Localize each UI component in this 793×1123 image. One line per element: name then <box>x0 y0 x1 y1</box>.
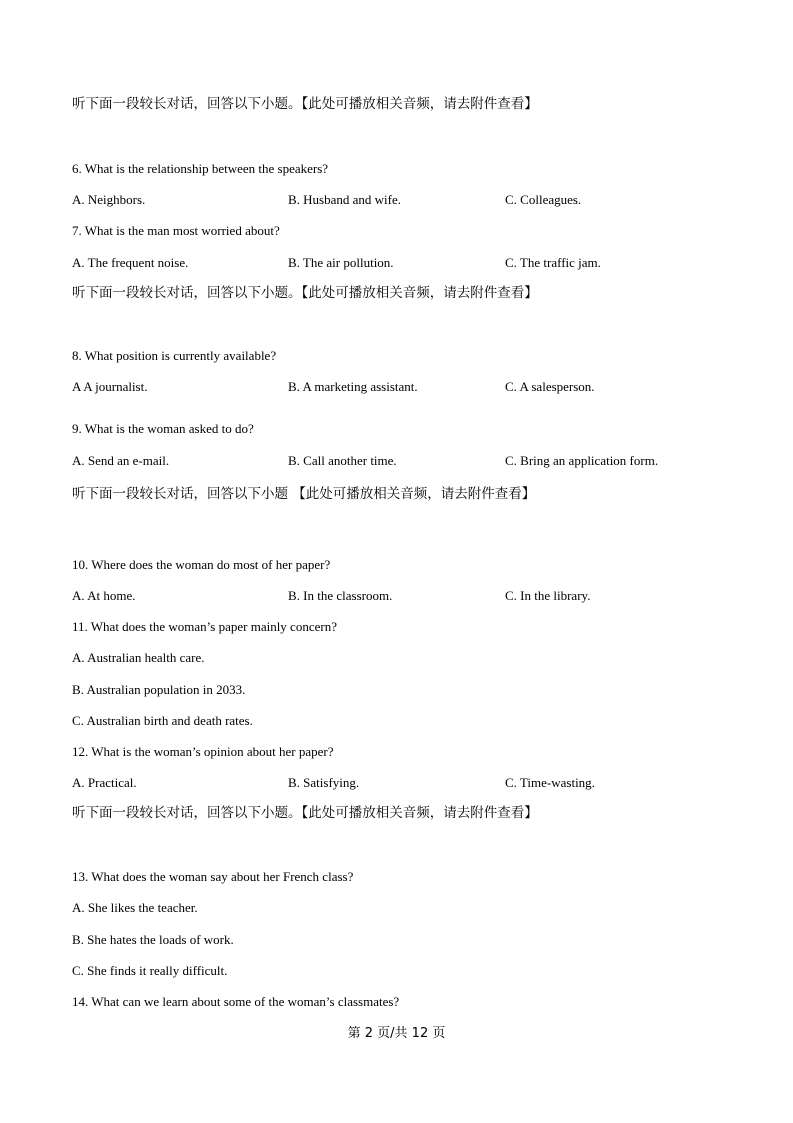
option-10b: B. In the classroom. <box>288 588 393 603</box>
question-6: 6. What is the relationship between the speakers? <box>72 161 329 176</box>
section-instruction-3: 听下面一段较长对话，回答以下小题 【此处可播放相关音频，请去附件查看】 <box>72 486 536 502</box>
question-10: 10. Where does the woman do most of her paper? <box>72 557 331 572</box>
option-9a: A. Send an e-mail. <box>72 453 170 468</box>
question-13: 13. What does the woman say about her French class? <box>72 869 354 884</box>
section-instruction-4: 听下面一段较长对话，回答以下小题。【此处可播放相关音频，请去附件查看】 <box>72 805 538 821</box>
option-6c: C. Colleagues. <box>505 192 582 207</box>
section-instruction-2: 听下面一段较长对话，回答以下小题。【此处可播放相关音频，请去附件查看】 <box>72 285 538 301</box>
option-6b: B. Husband and wife. <box>288 192 402 207</box>
question-9: 9. What is the woman asked to do? <box>72 421 254 436</box>
option-12a: A. Practical. <box>72 775 137 790</box>
option-6a: A. Neighbors. <box>72 192 146 207</box>
option-7c: C. The traffic jam. <box>505 255 601 270</box>
option-9c: C. Bring an application form. <box>505 453 659 468</box>
option-10c: C. In the library. <box>505 588 591 603</box>
page-footer: 第 2 页/共 12 页 <box>347 1026 446 1041</box>
option-8c: C. A salesperson. <box>505 379 595 394</box>
option-13c: C. She finds it really difficult. <box>72 963 228 978</box>
option-10a: A. At home. <box>72 588 136 603</box>
option-7a: A. The frequent noise. <box>72 255 189 270</box>
question-7: 7. What is the man most worried about? <box>72 223 280 238</box>
option-11b: B. Australian population in 2033. <box>72 682 246 697</box>
question-12: 12. What is the woman’s opinion about her paper? <box>72 744 334 759</box>
question-11: 11. What does the woman’s paper mainly concern? <box>72 619 337 634</box>
question-8: 8. What position is currently available? <box>72 348 277 363</box>
section-instruction-1: 听下面一段较长对话，回答以下小题。【此处可播放相关音频，请去附件查看】 <box>72 96 538 112</box>
option-7b: B. The air pollution. <box>288 255 394 270</box>
option-9b: B. Call another time. <box>288 453 397 468</box>
question-14: 14. What can we learn about some of the woman’s classmates? <box>72 994 400 1009</box>
option-12c: C. Time-wasting. <box>505 775 595 790</box>
option-8a: A A journalist. <box>72 379 148 394</box>
option-11a: A. Australian health care. <box>72 650 205 665</box>
option-8b: B. A marketing assistant. <box>288 379 418 394</box>
option-13b: B. She hates the loads of work. <box>72 932 234 947</box>
option-11c: C. Australian birth and death rates. <box>72 713 253 728</box>
option-12b: B. Satisfying. <box>288 775 360 790</box>
option-13a: A. She likes the teacher. <box>72 900 198 915</box>
